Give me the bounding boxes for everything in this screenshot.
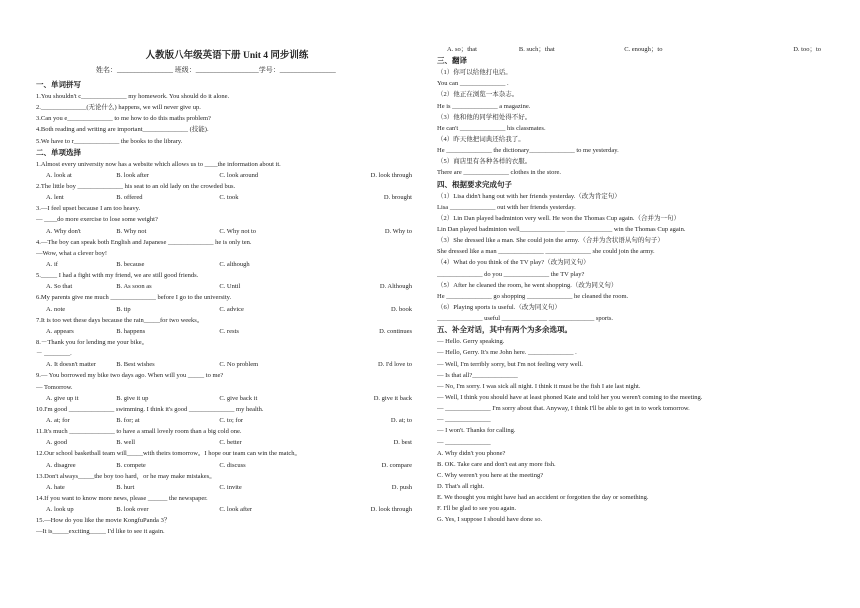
option-d: D. Why to — [384, 227, 412, 235]
spelling-item: 3.Can you e______________ to me how to do this maths problem? — [36, 115, 211, 123]
dialogue-options-list — [437, 448, 827, 526]
option-d: D. best — [393, 439, 412, 447]
option-c: C. rests — [219, 327, 239, 335]
dialogue-line: — Hello. Gerry speaking. — [437, 338, 505, 346]
option-a: A. give up it — [46, 394, 79, 402]
spelling-item: 5.We have to r______________ the books to the library. — [36, 137, 183, 145]
dialogue-line: — ______________ — [437, 416, 491, 424]
completion-line: （3）She dressed like a man. She could join the army.（合并为含状语从句的句子） — [437, 237, 664, 245]
option-row — [36, 226, 418, 237]
option-a: A. Why don't — [46, 227, 81, 235]
translation-line: There are ______________ clothes in the store. — [437, 169, 562, 177]
translation-line: You can ______________ . — [437, 80, 509, 88]
option-b: B. As soon as — [116, 283, 152, 291]
option-c: C. took — [219, 194, 239, 202]
completion-line: （1）Lisa didn't hang out with her friends yesterday.（改为肯定句） — [437, 192, 621, 200]
option-d: D. give it back — [373, 394, 412, 402]
option-c: C. look after — [219, 506, 253, 514]
section-heading-multiple-choice: 二、单项选择 — [36, 147, 81, 157]
page-title: 人教版八年级英语下册 Unit 4 同步训练 — [145, 51, 309, 61]
option-a: A. if — [46, 260, 58, 268]
dialogue-option: A. Why didn't you phone? — [437, 449, 506, 457]
dialogue-line: — ______________ — [437, 438, 491, 446]
option-b: B. give it up — [116, 394, 149, 402]
option-row — [437, 44, 827, 55]
completion-line: （5）After he cleaned the room, he went shopping.（改为同义句） — [437, 281, 618, 289]
section-heading-dialogue: 五、补全对话，其中有两个为多余选项。 — [437, 325, 572, 335]
option-a: A. look at — [46, 171, 72, 179]
student-info-line: 姓名：________________ 班级：__________________学号：________________ — [96, 66, 336, 74]
option-d: D. book — [391, 305, 412, 313]
option-d: D. push — [391, 483, 412, 491]
option-b: B. hurt — [116, 483, 135, 491]
option-c: C. discuss — [219, 461, 246, 469]
option-c: C. to; for — [219, 416, 243, 424]
option-b: B. compete — [116, 461, 146, 469]
completion-line: Lisa ______________ out with her friends yesterday. — [437, 203, 576, 211]
option-a: A. appears — [46, 327, 74, 335]
completion-line: ______________ do you ______________ the TV play? — [437, 270, 585, 278]
option-d: D. too；to — [793, 46, 821, 53]
completion-list — [437, 191, 827, 325]
question-item — [36, 181, 418, 203]
question-stem: 15.—How do you like the movie KongfuPanda 3？ — [36, 517, 171, 525]
question-stem: 2.The little boy ______________ his seat to an old lady on the crowded bus. — [36, 182, 236, 190]
option-row — [36, 281, 418, 292]
completion-line: Lin Dan played badminton well______________ ______________ win the Thomas Cup again. — [437, 225, 686, 233]
section-heading-completion: 四、根据要求完成句子 — [437, 179, 512, 189]
question-item — [36, 448, 418, 470]
option-row — [36, 460, 418, 471]
translation-line: （2）他正在浏览一本杂志。 — [437, 91, 519, 99]
question-stem: 5._____ I had a fight with my friend, we are still good friends. — [36, 272, 199, 280]
spelling-list — [36, 91, 418, 147]
translation-line: （5）商店里有各种各样的衣服。 — [437, 158, 532, 166]
dialogue-list — [437, 336, 827, 447]
option-c: C. although — [219, 260, 250, 268]
dialogue-line: — No, I'm sorry. I was sick all night. I think it must be the fish I ate last night. — [437, 382, 641, 390]
left-column — [36, 0, 418, 537]
option-a: A. It doesn't matter — [46, 361, 96, 369]
option-a: A. note — [46, 305, 66, 313]
option-c: C. better — [219, 439, 242, 447]
dialogue-line: — I won't. Thanks for calling. — [437, 427, 516, 435]
question-stem: 12.Our school basketball team will_____with theirs tomorrow。I hope our team can win the match。 — [36, 450, 301, 458]
question-stem: 11.It's much ______________ to have a small lovely room than a big cold one. — [36, 428, 242, 436]
option-a: A. disagree — [46, 461, 76, 469]
option-d: D. compare — [381, 461, 412, 469]
question-stem: 3.—I feel upset because I am too heavy. — [36, 205, 141, 213]
question-stem: 10.I'm good ______________ swimming. I think it's good ______________ my health. — [36, 405, 264, 413]
question-stem: 13.Don't always_____the boy too hard，or he may make mistakes。 — [36, 472, 216, 480]
option-a: A. good — [46, 439, 67, 447]
option-row — [36, 393, 418, 404]
completion-line: He ______________ go shopping ______________ he cleaned the room. — [437, 292, 629, 300]
dialogue-line: — Well, I think you should have at least phoned Kate and told her you weren't coming to the meeting. — [437, 393, 703, 401]
completion-line: （4）What do you think of the TV play?（改为同义句） — [437, 259, 590, 267]
dialogue-option: B. OK. Take care and don't eat any more fish. — [437, 460, 556, 468]
question-item — [36, 337, 418, 370]
option-c: C. give back it — [219, 394, 258, 402]
option-row — [36, 259, 418, 270]
translation-line: He can't ______________ his classmates. — [437, 124, 546, 132]
option-c: C. invite — [219, 483, 242, 491]
section-heading-spelling: 一、单词拼写 — [36, 80, 81, 89]
question-stem: 14.If you want to know more news, please ______ the newspaper. — [36, 494, 208, 502]
question-item — [36, 203, 418, 236]
translation-line: He is ______________ a magazine. — [437, 102, 531, 110]
option-row — [36, 482, 418, 493]
question-stem: 8.－Thank you for lending me your bike。 — [36, 338, 149, 346]
question-stem-line2: — Tomorrow. — [36, 383, 73, 391]
dialogue-line: — ______________ I'm sorry about that. Anyway, I think I'll be able to get in to work tomorrow. — [437, 405, 690, 413]
question-item — [36, 370, 418, 403]
option-c: C. Until — [219, 283, 241, 291]
option-row — [36, 326, 418, 337]
option-c: C. advice — [219, 305, 244, 313]
option-a: A. look up — [46, 506, 74, 514]
option-row — [36, 415, 418, 426]
completion-line: （6）Playing sports is useful.（改为同义句） — [437, 303, 561, 311]
option-d: D. look through — [370, 171, 412, 179]
option-d: D. Although — [379, 283, 412, 291]
question-item — [36, 404, 418, 426]
option-a: A. hate — [46, 483, 65, 491]
translation-list — [437, 67, 827, 178]
completion-line: She dressed like a man ______________ ______________ she could join the army. — [437, 248, 655, 256]
option-b: B. such；that — [518, 46, 555, 53]
question-item — [36, 315, 418, 337]
question-item — [36, 159, 418, 181]
option-b: B. well — [116, 439, 135, 447]
option-b: B. tip — [116, 305, 131, 313]
option-row — [36, 437, 418, 448]
option-row — [36, 359, 418, 370]
option-row — [36, 504, 418, 515]
option-c: C. No problem — [219, 361, 259, 369]
completion-line: ______________ useful ______________ ______________ sports. — [437, 315, 614, 323]
question-item — [36, 270, 418, 292]
completion-line: （2）Lin Dan played badminton very well. He won the Thomas Cup again.（合并为一句） — [437, 214, 681, 222]
multiple-choice-continued — [437, 44, 827, 55]
option-d — [334, 259, 418, 270]
question-item — [36, 471, 418, 493]
dialogue-line: — Well, I'm terribly sorry, but I'm not feeling very well. — [437, 360, 583, 368]
option-a: A. lent — [46, 194, 64, 202]
option-row — [36, 170, 418, 181]
translation-line: （4）昨天他把词典还给我了。 — [437, 135, 525, 143]
dialogue-option: G. Yes, I suppose I should have done so. — [437, 516, 543, 524]
question-item — [437, 44, 827, 55]
spelling-item: 2.______________(无论什么) happens, we will never give up. — [36, 104, 201, 112]
translation-line: （3）他和他的同学相处得不好。 — [437, 113, 532, 121]
dialogue-line: — Hello, Gerry. It's me John here. ______________ . — [437, 349, 577, 357]
multiple-choice-list — [36, 159, 418, 538]
option-b: B. Why not — [116, 227, 147, 235]
question-stem-line2: —It is_____exciting_____ I'd like to see it again. — [36, 528, 165, 536]
question-item — [36, 292, 418, 314]
option-c: C. look around — [219, 171, 259, 179]
question-stem: 9.— You borrowed my bike two days ago. When will you _____ to me? — [36, 372, 224, 380]
spelling-item: 4.Both reading and writing are important______________ (技能). — [36, 126, 209, 134]
option-c: C. Why not to — [219, 227, 257, 235]
dialogue-option: F. I'll be glad to see you again. — [437, 505, 517, 513]
right-column — [437, 0, 827, 526]
option-a: A. at; for — [46, 416, 70, 424]
question-stem-line2: —Wow, what a clever boy! — [36, 249, 108, 257]
dialogue-line: — Is that all?______________ — [437, 371, 518, 379]
option-b: B. look after — [116, 171, 149, 179]
option-d: D. look through — [370, 506, 412, 514]
question-item — [36, 237, 418, 270]
translation-line: He ______________ the dictionary______________ to me yesterday. — [437, 147, 619, 155]
question-item — [36, 515, 418, 537]
translation-line: （1）你可以给他打电话。 — [437, 69, 512, 77]
option-b: B. Best wishes — [116, 361, 155, 369]
question-stem: 1.Almost every university now has a website which allows us to ____the information about it. — [36, 160, 281, 168]
dialogue-option: D. That's all right. — [437, 483, 485, 491]
option-a: A. so；that — [447, 46, 477, 53]
option-d: D. I'd love to — [377, 361, 412, 369]
option-b: B. happens — [116, 327, 146, 335]
question-stem: 7.It is too wet these days because the rain_____for two weeks。 — [36, 316, 204, 324]
dialogue-option: E. We thought you might have had an accident or forgotten the day or something. — [437, 494, 649, 502]
option-b: B. because — [116, 260, 145, 268]
option-c: C. enough；to — [624, 46, 663, 53]
option-row — [36, 304, 418, 315]
option-b: B. look over — [116, 506, 149, 514]
question-item — [36, 493, 418, 515]
option-d: D. brought — [383, 194, 412, 202]
section-heading-translation: 三、翻译 — [437, 56, 467, 66]
question-item — [36, 426, 418, 448]
question-stem-line2: － ________. — [36, 350, 72, 358]
option-b: B. for; at — [116, 416, 140, 424]
option-d: D. at; to — [390, 416, 412, 424]
question-stem: 4.—The boy can speak both English and Japanese ______________ he is only ten. — [36, 238, 252, 246]
option-b: B. offered — [116, 194, 143, 202]
option-a: A. So that — [46, 283, 73, 291]
option-row — [36, 192, 418, 203]
option-d: D. continues — [379, 327, 412, 335]
question-stem-line2: — ____do more exercise to lose some weight? — [36, 216, 158, 224]
spelling-item: 1.You shouldn't c______________ my homework. You should do it alone. — [36, 93, 230, 100]
question-stem: 6.My parents give me much ______________ before I go to the university. — [36, 294, 232, 302]
dialogue-option: C. Why weren't you here at the meeting? — [437, 471, 544, 479]
